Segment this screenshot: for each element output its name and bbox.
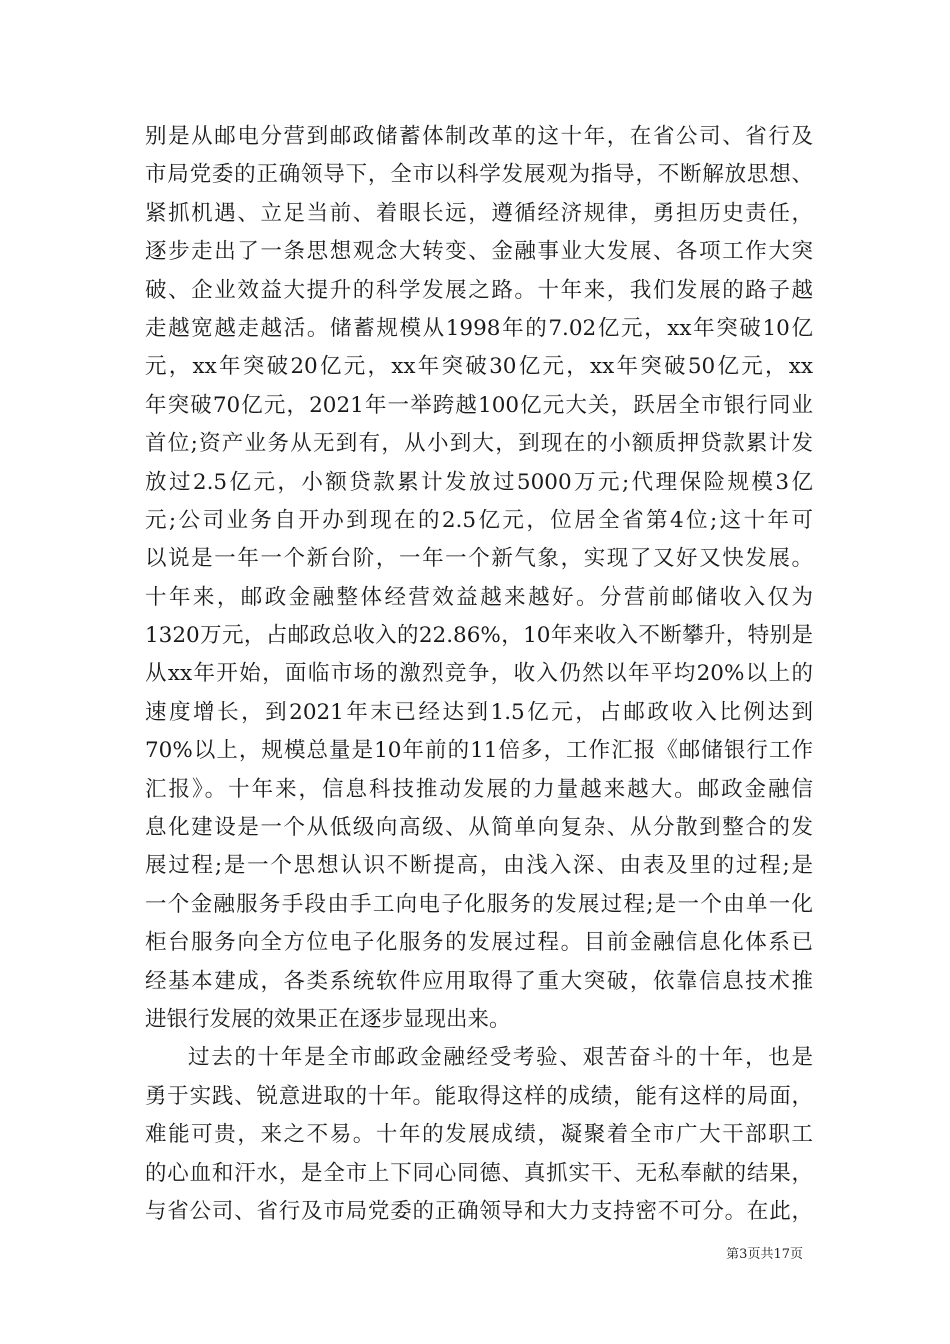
text-line: 一个金融服务手段由手工向电子化服务的发展过程;是一个由单一化 bbox=[145, 891, 813, 917]
text-line: 柜台服务向全方位电子化服务的发展过程。目前金融信息化体系已 bbox=[145, 930, 813, 956]
text-line: 展过程;是一个思想认识不断提高，由浅入深、由表及里的过程;是 bbox=[145, 853, 813, 879]
text-line: 1320万元，占邮政总收入的22.86%，10年来收入不断攀升，特别是 bbox=[145, 623, 813, 649]
paragraph-1 bbox=[145, 118, 813, 1039]
page-number-footer: 第3页共17页 bbox=[726, 1247, 803, 1262]
text-line: 元，xx年突破20亿元，xx年突破30亿元，xx年突破50亿元，xx bbox=[145, 354, 813, 380]
text-line: 元;公司业务自开办到现在的2.5亿元，位居全省第4位;这十年可 bbox=[145, 507, 813, 533]
text-line: 年突破70亿元，2021年一举跨越100亿元大关，跃居全市银行同业 bbox=[145, 392, 813, 418]
text-line: 走越宽越走越活。储蓄规模从1998年的7.02亿元，xx年突破10亿 bbox=[145, 315, 813, 341]
text-line: 速度增长，到2021年末已经达到1.5亿元，占邮政收入比例达到 bbox=[145, 699, 813, 725]
text-line: 勇于实践、锐意进取的十年。能取得这样的成绩，能有这样的局面， bbox=[145, 1083, 813, 1109]
text-line: 经基本建成，各类系统软件应用取得了重大突破，依靠信息技术推 bbox=[145, 968, 813, 994]
text-line: 难能可贵，来之不易。十年的发展成绩，凝聚着全市广大干部职工 bbox=[145, 1122, 813, 1148]
paragraph-2 bbox=[145, 1039, 813, 1231]
body-text bbox=[145, 118, 813, 1231]
text-line: 破、企业效益大提升的科学发展之路。十年来，我们发展的路子越 bbox=[145, 277, 813, 303]
text-line: 市局党委的正确领导下，全市以科学发展观为指导，不断解放思想、 bbox=[145, 162, 813, 188]
text-line: 首位;资产业务从无到有，从小到大，到现在的小额质押贷款累计发 bbox=[145, 431, 813, 457]
text-line: 从xx年开始，面临市场的激烈竞争，收入仍然以年平均20%以上的 bbox=[145, 661, 813, 687]
text-line: 十年来，邮政金融整体经营效益越来越好。分营前邮储收入仅为 bbox=[145, 584, 813, 610]
text-line: 汇报》。十年来，信息科技推动发展的力量越来越大。邮政金融信 bbox=[145, 776, 813, 802]
text-line: 过去的十年是全市邮政金融经受考验、艰苦奋斗的十年，也是 bbox=[188, 1045, 813, 1071]
text-line: 的心血和汗水，是全市上下同心同德、真抓实干、无私奉献的结果， bbox=[145, 1160, 813, 1186]
text-line: 别是从邮电分营到邮政储蓄体制改革的这十年，在省公司、省行及 bbox=[145, 124, 813, 149]
text-line: 进银行发展的效果正在逐步显现出来。 bbox=[145, 1006, 511, 1032]
text-line: 逐步走出了一条思想观念大转变、金融事业大发展、各项工作大突 bbox=[145, 239, 813, 265]
text-line: 放过2.5亿元，小额贷款累计发放过5000万元;代理保险规模3亿 bbox=[145, 469, 813, 495]
text-line: 紧抓机遇、立足当前、着眼长远，遵循经济规律，勇担历史责任， bbox=[145, 200, 813, 226]
text-line: 70%以上，规模总量是10年前的11倍多，工作汇报《邮储银行工作 bbox=[145, 738, 813, 764]
text-line: 以说是一年一个新台阶，一年一个新气象，实现了又好又快发展。 bbox=[145, 546, 813, 572]
text-line: 与省公司、省行及市局党委的正确领导和大力支持密不可分。在此， bbox=[145, 1198, 813, 1224]
text-line: 息化建设是一个从低级向高级、从简单向复杂、从分散到整合的发 bbox=[145, 815, 813, 841]
